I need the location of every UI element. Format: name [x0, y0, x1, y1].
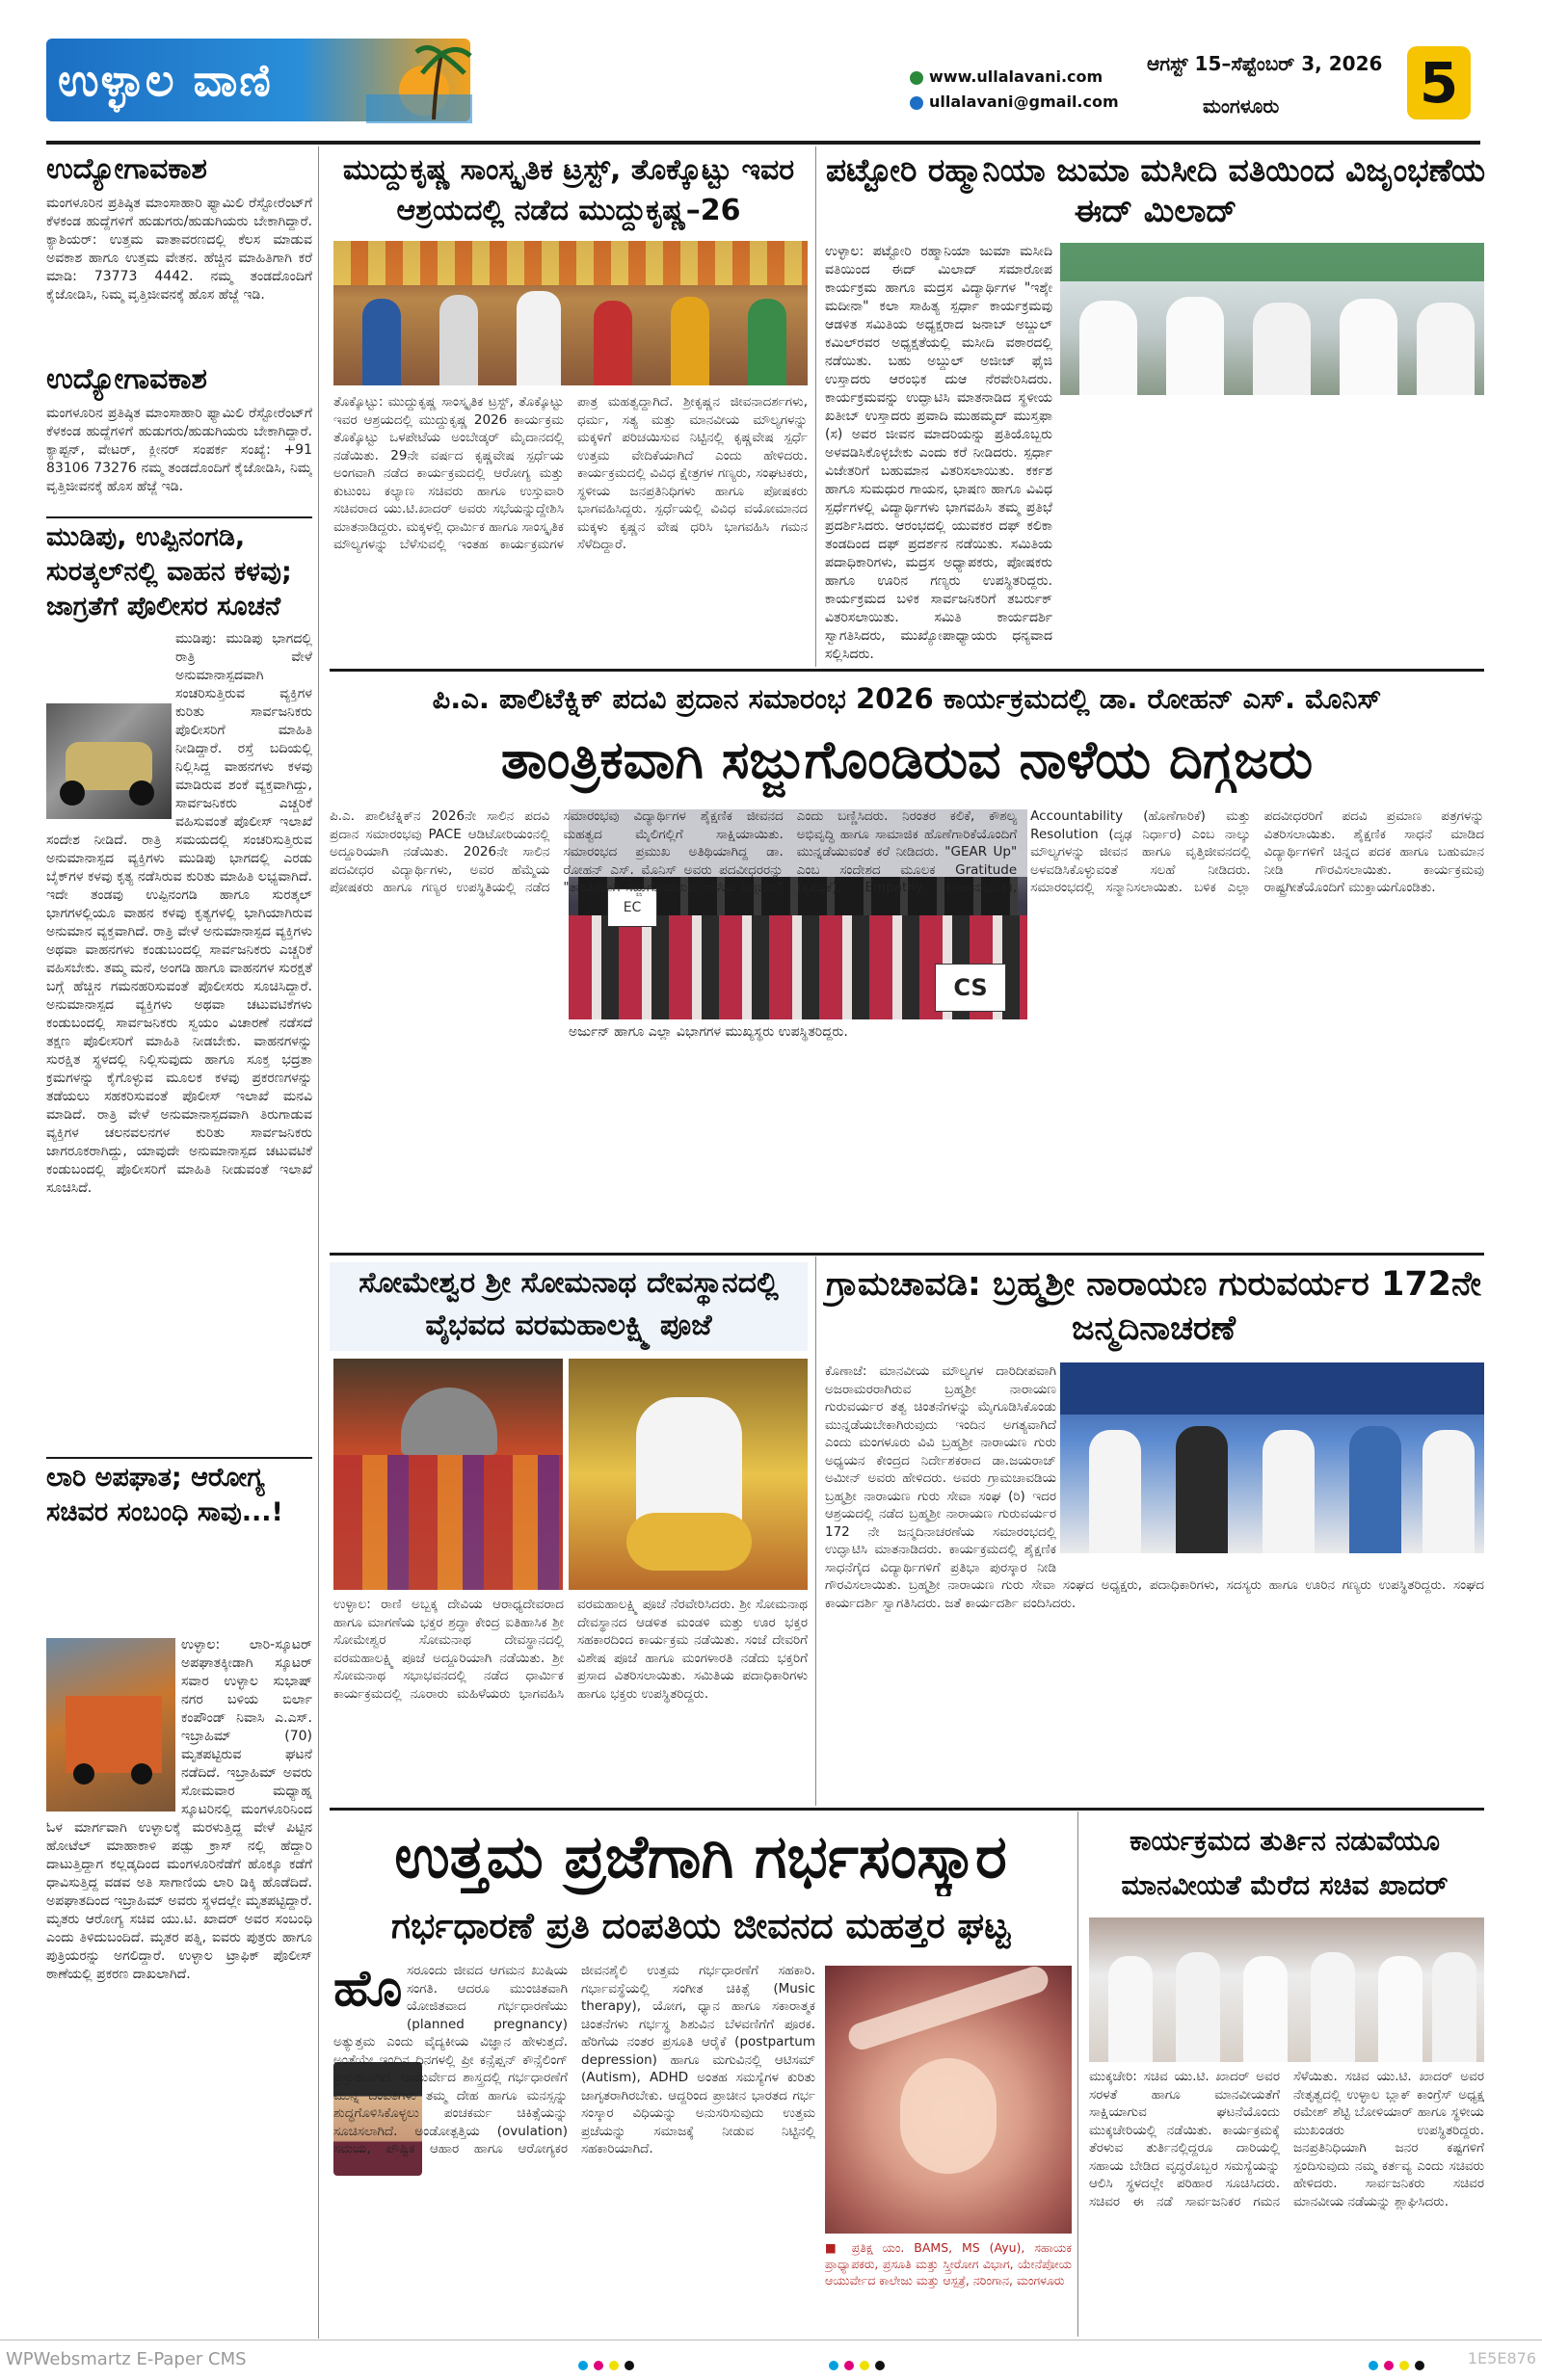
page-number: 5 [1407, 46, 1471, 119]
sidebar-divider [318, 146, 319, 2339]
khader-body: ಮುಕ್ಕಚೇರಿ: ಸಚಿವ ಯು.ಟಿ. ಖಾದರ್ ಅವರ ಸರಳತೆ ಹಾಗೂ ಮಾನವೀಯತೆಗೆ ಸಾಕ್ಷಿಯಾಗುವ ಘಟನೆಯೊಂದು ಮುಕ್ಕಚೇರಿಯಲ್ಲಿ ನಡೆಯಿತು. ಕಾರ್ಯಕ್ರಮಕ್ಕೆ ತೆರಳುವ ತುರ್ತಿನಲ್ಲಿದ್ದರೂ ದಾರಿಯಲ್ಲಿ ಸಹಾಯ ಬೇಡಿದ ವೃದ್ಧರೊಬ್ಬರ ಸಮಸ್ಯೆಯನ್ನು ಆಲಿಸಿ ಸ್ಥಳದಲ್ಲೇ ಪರಿಹಾರ ಸೂಚಿಸಿದರು. ಸಚಿವರ ಈ ನಡೆ ಸಾರ್ವಜನಿಕರ ಗಮನ ಸೆಳೆಯಿತು. ಸಚಿವ ಯು.ಟಿ. ಖಾದರ್ ಅವರ ನೇತೃತ್ವದಲ್ಲಿ ಉಳ್ಳಾಲ ಬ್ಲಾಕ್ ಕಾಂಗ್ರೆಸ್ ಅಧ್ಯಕ್ಷ ರಮೇಶ್ ಶೆಟ್ಟಿ ಬೋಳಿಯಾರ್ ಹಾಗೂ ಸ್ಥಳೀಯ ಮುಖಂಡರು ಉಪಸ್ಥಿತರಿದ್ದರು. ಜನಪ್ರತಿನಿಧಿಯಾಗಿ ಜನರ ಕಷ್ಟಗಳಿಗೆ ಸ್ಪಂದಿಸುವುದು ನಮ್ಮ ಕರ್ತವ್ಯ ಎಂದು ಸಚಿವರು ಹೇಳಿದರು. ಸಾರ್ವಜನಿಕರು ಸಚಿವರ ಮಾನವೀಯ ನಡೆಯನ್ನು ಶ್ಲಾಘಿಸಿದರು. [1089, 2069, 1484, 2209]
lorry-accident-photo [46, 1638, 175, 1811]
masthead-rule [46, 141, 1480, 145]
garbha-body: ಸರೂಂದು ಜೀವದ ಆಗಮನ ಖುಷಿಯ ಸಂಗತಿ. ಆದರೂ ಮುಂಚಿತವಾಗಿ ಯೋಜಿತವಾದ ಗರ್ಭಧಾರಣೆಯು (planned pregnancy) ಅತ್ಯುತ್ತಮ ಎಂದು ವೈದ್ಯಕೀಯ ವಿಜ್ಞಾನ ಹೇಳುತ್ತದೆ. ಅಂತೆಯೇ ಇಂದಿನ ದಿನಗಳಲ್ಲಿ ಪ್ರೀ ಕನ್ಸೆಪ್ಷನ್ ಕೌನ್ಸೆಲಿಂಗ್ ಪ್ರಸ್ತುತವಾಗಿದೆ. ಆಯುರ್ವೇದ ಶಾಸ್ತ್ರದಲ್ಲಿ ಗರ್ಭಧಾರಣೆಗೆ ಮುನ್ನ ದಂಪತಿಗಳು ತಮ್ಮ ದೇಹ ಹಾಗೂ ಮನಸ್ಸನ್ನು ಶುದ್ಧಗೊಳಿಸಿಕೊಳ್ಳಲು ಪಂಚಕರ್ಮ ಚಿಕಿತ್ಸೆಯನ್ನು ಸೂಚಿಸಲಾಗಿದೆ. ಅಂಡೋತ್ಪತ್ತಿಯ (ovulation) ಸಮಯ, ಪೌಷ್ಟಿಕ ಆಹಾರ ಹಾಗೂ ಆರೋಗ್ಯಕರ ಜೀವನಶೈಲಿ ಉತ್ತಮ ಗರ್ಭಧಾರಣೆಗೆ ಸಹಕಾರಿ. ಗರ್ಭಾವಸ್ಥೆಯಲ್ಲಿ ಸಂಗೀತ ಚಿಕಿತ್ಸೆ (Music therapy), ಯೋಗ, ಧ್ಯಾನ ಹಾಗೂ ಸಕಾರಾತ್ಮಕ ಚಿಂತನೆಗಳು ಗರ್ಭಸ್ಥ ಶಿಶುವಿನ ಬೆಳವಣಿಗೆಗೆ ಪೂರಕ. ಹೆರಿಗೆಯ ನಂತರ ಪ್ರಸೂತಿ ಆರೈಕೆ (postpartum depression) ಹಾಗೂ ಮಗುವಿನಲ್ಲಿ ಆಟಿಸಮ್ (Autism), ADHD ಅಂತಹ ಸಮಸ್ಯೆಗಳ ಕುರಿತು ಜಾಗೃತರಾಗಿರಬೇಕು. ಆದ್ದರಿಂದ ಪ್ರಾಚೀನ ಭಾರತದ ಗರ್ಭ ಸಂಸ್ಕಾರ ವಿಧಿಯನ್ನು ಅನುಸರಿಸುವುದು ಉತ್ತಮ ಪ್ರಜೆಯನ್ನು ಸಮಾಜಕ್ಕೆ ನೀಡುವ ನಿಟ್ಟಿನಲ್ಲಿ ಸಹಕಾರಿಯಾಗಿದೆ. [333, 1963, 815, 2156]
registration-marks-3 [1369, 2355, 1446, 2368]
ad1-body: ಮಂಗಳೂರಿನ ಪ್ರತಿಷ್ಠಿತ ಮಾಂಸಾಹಾರಿ ಫ್ಯಾಮಿಲಿ ರೆಸ್ಟೋರೆಂಟ್‌ಗೆ ಕೆಳಕಂಡ ಹುದ್ದೆಗಳಿಗೆ ಹುಡುಗರು/ಹುಡುಗಿಯರು ಬೇಕಾಗಿದ್ದಾರೆ. ಕ್ಯಾಶಿಯರ್: ಉತ್ತಮ ವಾತಾವರಣದಲ್ಲಿ ಕೆಲಸ ಮಾಡುವ ಅವಕಾಶ ಹಾಗೂ ಉತ್ತಮ ವೇತನ. ಹೆಚ್ಚಿನ ಮಾಹಿತಿಗಾಗಿ ಕರೆ ಮಾಡಿ: 73773 4442. ನಮ್ಮ ತಂಡದೊಂದಿಗೆ ಕೈಜೋಡಿಸಿ, ನಿಮ್ಮ ವೃತ್ತಿಜೀವನಕ್ಕೆ ಹೊಸ ಹೆಜ್ಜೆ ಇಡಿ. [46, 196, 312, 303]
garbha-author: ■ ಪ್ರತಿಕ್ಷ ಯಂ. BAMS, MS (Ayu), ಸಹಾಯಕ ಪ್ರಾಧ್ಯಾಪಕರು, ಪ್ರಸೂತಿ ಮತ್ತು ಸ್ತ್ರೀರೋಗ ವಿಭಾಗ, ಯೇನೆಪೋಯ ಆಯುರ್ವೇದ ಕಾಲೇಜು ಮತ್ತು ಆಸ್ಪತ್ರೆ, ನರಿಂಗಾನ, ಮಂಗಳೂರು [825, 2240, 1072, 2287]
sun-palm-logo-icon [366, 35, 472, 123]
fetus-illustration [825, 1966, 1072, 2234]
globe-icon [910, 71, 923, 85]
footer-code: 1E5E876 [1467, 2349, 1536, 2367]
mudduk-photo [333, 241, 808, 385]
khader-title: ಕಾರ್ಯಕ್ರಮದ ತುರ್ತಿನ ನಡುವೆಯೂ ಮಾನವೀಯತೆ ಮೆರೆದ ಸಚಿವ ಖಾದರ್ [1121, 1825, 1449, 1901]
email-icon [910, 96, 923, 110]
registration-marks [578, 2355, 655, 2368]
footer-cms: WPWebsmartz E-Paper CMS [6, 2349, 247, 2369]
pa-photo-caption: ಅರ್ಜುನ್ ಹಾಗೂ ಎಲ್ಲಾ ವಿಭಾಗಗಳ ಮುಖ್ಯಸ್ಥರು ಉಪಸ್ಥಿತರಿದ್ದರು. [569, 1024, 848, 1040]
edition-city: ಮಂಗಳೂರು [1203, 94, 1280, 118]
issue-date: ಆಗಸ್ಟ್ 15–ಸೆಪ್ಟೆಂಬರ್ 3, 2026 [1147, 52, 1383, 75]
pa-kicker: ಪಿ.ಎ. ಪಾಲಿಟೆಕ್ನಿಕ್ ಪದವಿ ಪ್ರದಾನ ಸಮಾರಂಭ 2026 ಕಾರ್ಯಕ್ರಮದಲ್ಲಿ ಡಾ. ರೋಹನ್ ಎಸ್. ಮೊನಿಸ್ [432, 682, 1382, 715]
mid-divider [815, 1256, 816, 1806]
top-divider [815, 146, 816, 667]
garbha-title: ಉತ್ತಮ ಪ್ರಜೆಗಾಗಿ ಗರ್ಭಸಂಸ್ಕಾರ [394, 1821, 1007, 1891]
section-rule-3 [330, 1808, 1484, 1811]
ad1-title: ಉದ್ಯೋಗಾವಕಾಶ [46, 152, 207, 186]
garbha-dropcap: ಹೊ [333, 1960, 403, 2018]
story2-body: ಉಳ್ಳಾಲ: ಲಾರಿ-ಸ್ಕೂಟರ್ ಅಪಘಾತಕ್ಕೀಡಾಗಿ ಸ್ಕೂಟರ್ ಸವಾರ ಉಳ್ಳಾಲ ಸುಭಾಷ್ ನಗರ ಬಳಿಯ ಬಿರ್ಲಾ ಕಂಪೌಂಡ್ ನಿವಾಸಿ ಎ.ಎಸ್. ಇಬ್ರಾಹಿಮ್ (70) ಮೃತಪಟ್ಟಿರುವ ಘಟನೆ ನಡೆದಿದೆ. ಇಬ್ರಾಹಿಮ್ ಅವರು ಸೋಮವಾರ ಮಧ್ಯಾಹ್ನ ಸ್ಕೂಟರಿನಲ್ಲಿ ಮಂಗಳೂರಿನಿಂದ ಓಳ ಮಾರ್ಗವಾಗಿ ಉಳ್ಳಾಲಕ್ಕೆ ಮರಳುತ್ತಿದ್ದ ವೇಳೆ ಪಿಟ್ಟಿನ ಹೋಟೆಲ್ ಮಾಹಾಕಾಳಿ ಪಡ್ಪು ಕ್ರಾಸ್ ನಲ್ಲಿ ಹೆದ್ದಾರಿ ದಾಟುತ್ತಿದ್ದಾಗ ಕಲ್ಲಡ್ಕದಿಂದ ಮಂಗಳೂರಿನೆಡೆಗೆ ಹೊಕ್ಕೂ ಕಡೆಗೆ ಧಾವಿಸುತ್ತಿದ್ದ ವಡವ ಅತಿ ಸಾಗಾಣಿಯ ಲಾರಿ ಡಿಕ್ಕಿ ಹೊಡೆದಿದೆ. ಅಪಘಾತದಿಂದ ಇಬ್ರಾಹಿಮ್ ಅವರು ಸ್ಥಳದಲ್ಲೇ ಮೃತಪಟ್ಟಿದ್ದಾರೆ. ಮೃತರು ಆರೋಗ್ಯ ಸಚಿವ ಯು.ಟಿ. ಖಾದರ್ ಅವರ ಸಂಬಂಧಿ ಎಂದು ತಿಳಿದುಬಂದಿದೆ. ಮೃತರ ಪತ್ನಿ, ಐವರು ಪುತ್ರರು ಹಾಗೂ ಪುತ್ರಿಯರನ್ನು ಅಗಲಿದ್ದಾರೆ. ಉಳ್ಳಾಲ ಟ್ರಾಫಿಕ್ ಪೊಲೀಸ್ ಠಾಣೆಯಲ್ಲಿ ಪ್ರಕರಣ ದಾಖಲಾಗಿದೆ. [46, 1637, 312, 1982]
registration-marks-2 [829, 2355, 906, 2368]
eid-body: ಉಳ್ಳಾಲ: ಪಟ್ಟೋರಿ ರಹ್ಮಾನಿಯಾ ಜುಮಾ ಮಸೀದಿ ವತಿಯಿಂದ ಈದ್ ಮಿಲಾದ್ ಸಮಾರೋಪ ಕಾರ್ಯಕ್ರಮ ಹಾಗೂ ಮದ್ರಸ ವಿದ್ಯಾರ್ಥಿಗಳ "ಇಶ್ಕೇ ಮದೀನಾ" ಕಲಾ ಸಾಹಿತ್ಯ ಸ್ಪರ್ಧಾ ಕಾರ್ಯಕ್ರಮವು ಆಡಳಿತ ಸಮಿತಿಯ ಅಧ್ಯಕ್ಷರಾದ ಜನಾಬ್ ಅಬ್ದುಲ್ ಕಮಿಲ್‌ರವರ ಅಧ್ಯಕ್ಷತೆಯಲ್ಲಿ ಮಸೀದಿ ವಠಾರದಲ್ಲಿ ನಡೆಯಿತು. ಬಹು ಅಬ್ದುಲ್ ಅಜೀಜ್ ಫೈಜಿ ಉಸ್ತಾದರು ಆರಂಭಿಕ ದುಆ ನೆರವೇರಿಸಿದರು. ಕಾರ್ಯಕ್ರಮವನ್ನು ಉದ್ಘಾಟಿಸಿ ಮಾತನಾಡಿದ ಸ್ಥಳೀಯ ಖತೀಬ್ ಉಸ್ತಾದರು ಪ್ರವಾದಿ ಮುಹಮ್ಮದ್ ಮುಸ್ತಫಾ (ಸ) ಅವರ ಜೀವನ ಮಾದರಿಯನ್ನು ಪ್ರತಿಯೊಬ್ಬರು ಅಳವಡಿಸಿಕೊಳ್ಳಬೇಕು ಎಂದು ಕರೆ ನೀಡಿದರು. ಸ್ಪರ್ಧಾ ವಿಜೇತರಿಗೆ ಬಹುಮಾನ ವಿತರಿಸಲಾಯಿತು. ಕರ್ಕಶ ಹಾಗೂ ಸುಮಧುರ ಗಾಯನ, ಭಾಷಣ ಹಾಗೂ ವಿವಿಧ ಸ್ಪರ್ಧೆಗಳಲ್ಲಿ ವಿದ್ಯಾರ್ಥಿಗಳು ಭಾಗವಹಿಸಿ ತಮ್ಮ ಪ್ರತಿಭೆ ಪ್ರದರ್ಶಿಸಿದರು. ಆರಂಭದಲ್ಲಿ ಯುವಕರ ದಫ್ ಕಲಿಕಾ ತಂಡದಿಂದ ದಫ್ ಪ್ರದರ್ಶನ ನಡೆಯಿತು. ಸಮಿತಿಯ ಪದಾಧಿಕಾರಿಗಳು, ಮದ್ರಸ ಅಧ್ಯಾಪಕರು, ಪೋಷಕರು ಹಾಗೂ ಊರಿನ ಗಣ್ಯರು ಉಪಸ್ಥಿತರಿದ್ದರು. ಕಾರ್ಯಕ್ರಮದ ಬಳಿಕ ಸಾರ್ವಜನಿಕರಿಗೆ ತಬರ್ರುಕ್ ವಿತರಿಸಲಾಯಿತು. ಸಮಿತಿ ಕಾರ್ಯದರ್ಶಿ ಸ್ವಾಗತಿಸಿದರು, ಮುಖ್ಯೋಪಾಧ್ಯಾಯರು ಧನ್ಯವಾದ ಸಲ್ಲಿಸಿದರು. [825, 244, 1052, 662]
pa-graduation-photo: EC CS [569, 809, 1027, 1019]
narayana-body: ಕೊಣಾಜೆ: ಮಾನವೀಯ ಮೌಲ್ಯಗಳ ದಾರಿದೀಪವಾಗಿ ಅಜರಾಮರರಾಗಿರುವ ಬ್ರಹ್ಮಶ್ರೀ ನಾರಾಯಣ ಗುರುವರ್ಯರ ತತ್ವ ಚಿಂತನೆಗಳನ್ನು ಮೈಗೂಡಿಸಿಕೊಂಡು ಮುನ್ನಡೆಯಬೇಕಾಗಿರುವುದು ಇಂದಿನ ಅಗತ್ಯವಾಗಿದೆ ಎಂದು ಮಂಗಳೂರು ವಿವಿ ಬ್ರಹ್ಮಶ್ರೀ ನಾರಾಯಣ ಗುರು ಅಧ್ಯಯನ ಕೇಂದ್ರದ ನಿರ್ದೇಶಕರಾದ ಡಾ.ಜಯರಾಜ್ ಅಮೀನ್ ಅವರು ಹೇಳಿದರು. ಅವರು ಗ್ರಾಮಚಾವಡಿಯ ಬ್ರಹ್ಮಶ್ರೀ ನಾರಾಯಣ ಗುರು ಸೇವಾ ಸಂಘ (ರಿ) ಇದರ ಆಶ್ರಯದಲ್ಲಿ ನಡೆದ ಬ್ರಹ್ಮಶ್ರೀ ನಾರಾಯಣ ಗುರುವರ್ಯರ 172 ನೇ ಜನ್ಮದಿನಾಚರಣೆಯ ಸಮಾರಂಭದಲ್ಲಿ ಉದ್ಘಾಟಿಸಿ ಮಾತನಾಡಿದರು. ಕಾರ್ಯಕ್ರಮದಲ್ಲಿ ಶೈಕ್ಷಣಿಕ ಸಾಧನೆಗೈದ ವಿದ್ಯಾರ್ಥಿಗಳಿಗೆ ಪ್ರತಿಭಾ ಪುರಸ್ಕಾರ ನೀಡಿ ಗೌರವಿಸಲಾಯಿತು. ಬ್ರಹ್ಮಶ್ರೀ ನಾರಾಯಣ ಗುರು ಸೇವಾ ಸಂಘದ ಅಧ್ಯಕ್ಷರು, ಪದಾಧಿಕಾರಿಗಳು, ಸದಸ್ಯರು ಹಾಗೂ ಊರಿನ ಗಣ್ಯರು ಉಪಸ್ಥಿತರಿದ್ದರು. ಸಂಘದ ಕಾರ್ಯದರ್ಶಿ ಸ್ವಾಗತಿಸಿದರು. ಜತೆ ಕಾರ್ಯದರ್ಶಿ ವಂದಿಸಿದರು. [825, 1363, 1484, 1611]
logo-text: ಉಳ್ಳಾಲ ವಾಣಿ [58, 54, 273, 106]
eid-photo [1060, 243, 1484, 395]
story2-title: ಲಾರಿ ಅಪಘಾತ; ಆರೋಗ್ಯ ಸಚಿವರ ಸಂಬಂಧಿ ಸಾವು...! [46, 1463, 283, 1527]
section-rule-1 [330, 669, 1484, 672]
garbha-subtitle: ಗರ್ಭಧಾರಣೆ ಪ್ರತಿ ದಂಪತಿಯ ಜೀವನದ ಮಹತ್ತರ ಘಟ್ಟ [390, 1905, 1011, 1946]
section-rule-2 [330, 1253, 1484, 1256]
story1-body: ಮುಡಿಪು: ಮುಡಿಪು ಭಾಗದಲ್ಲಿ ರಾತ್ರಿ ವೇಳೆ ಅನುಮಾನಾಸ್ಪದವಾಗಿ ಸಂಚರಿಸುತ್ತಿರುವ ವ್ಯಕ್ತಿಗಳ ಕುರಿತು ಸಾರ್ವಜನಿಕರು ಪೊಲೀಸರಿಗೆ ಮಾಹಿತಿ ನೀಡಿದ್ದಾರೆ. ರಸ್ತೆ ಬದಿಯಲ್ಲಿ ನಿಲ್ಲಿಸಿದ್ದ ವಾಹನಗಳು ಕಳವು ಮಾಡಿರುವ ಶಂಕೆ ವ್ಯಕ್ತವಾಗಿದ್ದು, ಸಾರ್ವಜನಿಕರು ಎಚ್ಚರಿಕೆ ವಹಿಸುವಂತೆ ಪೊಲೀಸ್ ಇಲಾಖೆ ಸಂದೇಶ ನೀಡಿದೆ. ರಾತ್ರಿ ಸಮಯದಲ್ಲಿ ಸಂಚರಿಸುತ್ತಿರುವ ಅನುಮಾನಾಸ್ಪದ ವ್ಯಕ್ತಿಗಳು ಮುಡಿಪು ಭಾಗದಲ್ಲಿ ಎರಡು ಬೈಕ್‌ಗಳ ಕಳವು ಕೃತ್ಯ ನಡೆಸಿರುವ ಕುರಿತು ಮಾಹಿತಿ ಲಭ್ಯವಾಗಿದೆ. ಇದೇ ತಂಡವು ಉಪ್ಪಿನಂಗಡಿ ಹಾಗೂ ಸುರತ್ಕಲ್ ಭಾಗಗಳಲ್ಲಿಯೂ ವಾಹನ ಕಳವು ಕೃತ್ಯಗಳಲ್ಲಿ ಭಾಗಿಯಾಗಿರುವ ಅನುಮಾನ ವ್ಯಕ್ತವಾಗಿದೆ. ರಾತ್ರಿ ವೇಳೆ ಅನುಮಾನಾಸ್ಪದ ವ್ಯಕ್ತಿಗಳು ಅಥವಾ ವಾಹನಗಳು ಕಂಡುಬಂದಲ್ಲಿ ಸಾರ್ವಜನಿಕರು ಎಚ್ಚರಿಕೆ ವಹಿಸಬೇಕು. ತಮ್ಮ ಮನೆ, ಅಂಗಡಿ ಹಾಗೂ ವಾಹನಗಳ ಸುರಕ್ಷತೆ ಬಗ್ಗೆ ಹೆಚ್ಚಿನ ಗಮನಹರಿಸುವಂತೆ ಪೊಲೀಸರು ಸೂಚಿಸಿದ್ದಾರೆ. ಅನುಮಾನಾಸ್ಪದ ವ್ಯಕ್ತಿಗಳು ಅಥವಾ ಚಟುವಟಿಕೆಗಳು ಕಂಡುಬಂದಲ್ಲಿ ಸಾರ್ವಜನಿಕರು ಸ್ವಯಂ ವಿಚಾರಣೆ ನಡೆಸದೆ ತಕ್ಷಣ ಪೊಲೀಸರಿಗೆ ಮಾಹಿತಿ ನೀಡಬೇಕು. ವಾಹನಗಳನ್ನು ಸುರಕ್ಷಿತ ಸ್ಥಳದಲ್ಲಿ ನಿಲ್ಲಿಸುವುದು ಹಾಗೂ ಸೂಕ್ತ ಭದ್ರತಾ ಕ್ರಮಗಳನ್ನು ಕೈಗೊಳ್ಳುವ ಮೂಲಕ ಕಳವು ಪ್ರಕರಣಗಳನ್ನು ತಡೆಯಲು ಸಹಕರಿಸುವಂತೆ ಪೊಲೀಸ್ ಇಲಾಖೆ ಮನವಿ ಮಾಡಿದೆ. ರಾತ್ರಿ ವೇಳೆ ಅನುಮಾನಾಸ್ಪದವಾಗಿ ತಿರುಗಾಡುವ ವ್ಯಕ್ತಿಗಳ ಚಲನವಲನಗಳ ಕುರಿತು ಸಾರ್ವಜನಿಕರು ಜಾಗರೂಕರಾಗಿದ್ದು, ಯಾವುದೇ ಅನುಮಾನಾಸ್ಪದ ಚಟುವಟಿಕೆ ಕಂಡುಬಂದಲ್ಲಿ ಪೊಲೀಸರಿಗೆ ಮಾಹಿತಿ ನೀಡುವಂತೆ ಇಲಾಖೆ ಸೂಚಿಸಿದೆ. [46, 631, 312, 1196]
khader-photo [1089, 1917, 1484, 2062]
narayana-title: ಗ್ರಾಮಚಾವಡಿ: ಬ್ರಹ್ಮಶ್ರೀ ನಾರಾಯಣ ಗುರುವರ್ಯರ 172ನೇ ಜನ್ಮದಿನಾಚರಣೆ [826, 1265, 1481, 1348]
story1-title: ಮುಡಿಪು, ಉಪ್ಪಿನಂಗಡಿ, ಸುರತ್ಕಲ್‌ನಲ್ಲಿ ವಾಹನ ಕಳವು; ಜಾಗ್ರತೆಗೆ ಪೊಲೀಸರ ಸೂಚನೆ [46, 522, 292, 621]
ad2-body: ಮಂಗಳೂರಿನ ಪ್ರತಿಷ್ಠಿತ ಮಾಂಸಾಹಾರಿ ಫ್ಯಾಮಿಲಿ ರೆಸ್ಟೋರೆಂಟ್‌ಗೆ ಕೆಳಕಂಡ ಹುದ್ದೆಗಳಿಗೆ ಹುಡುಗರು/ಹುಡುಗಿಯರು ಬೇಕಾಗಿದ್ದಾರೆ. ಕ್ಯಾಪ್ಟನ್, ವೇಟರ್, ಕ್ಲೀನರ್ ಸಂಪರ್ಕ ಸಂಖ್ಯೆ: +91 83106 73276 ನಮ್ಮ ತಂಡದೊಂದಿಗೆ ಕೈಜೋಡಿಸಿ, ನಿಮ್ಮ ವೃತ್ತಿಜೀವನಕ್ಕೆ ಹೊಸ ಹೆಜ್ಜೆ ಇಡಿ. [46, 406, 312, 494]
pa-placard: CS [935, 964, 1006, 1012]
website-link[interactable]: www.ullalavani.com [929, 67, 1103, 86]
sidebar-rule [46, 516, 312, 518]
mudduk-title: ಮುದ್ದುಕೃಷ್ಣ ಸಾಂಸ್ಕೃತಿಕ ಟ್ರಸ್ಟ್, ತೊಕ್ಕೊಟ್ಟು ಇವರ ಆಶ್ರಯದಲ್ಲಿ ನಡೆದ ಮುದ್ದುಕೃಷ್ಣ–26 [342, 153, 795, 227]
pa-title: ತಾಂತ್ರಿಕವಾಗಿ ಸಜ್ಜುಗೊಂಡಿರುವ ನಾಳೆಯ ದಿಗ್ಗಜರು [500, 729, 1314, 790]
email-link[interactable]: ullalavani@gmail.com [929, 93, 1119, 111]
eid-body-cont [1060, 401, 1484, 665]
eid-title: ಪಟ್ಟೋರಿ ರಹ್ಮಾನಿಯಾ ಜುಮಾ ಮಸೀದಿ ವತಿಯಿಂದ ವಿಜೃಂಭಣೆಯ ಈದ್ ಮಿಲಾದ್ [825, 151, 1486, 229]
sidebar-rule-2 [46, 1457, 312, 1459]
someshwar-body: ಉಳ್ಳಾಲ: ರಾಣಿ ಅಬ್ಬಕ್ಕ ದೇವಿಯ ಆರಾಧ್ಯದೇವರಾದ ಹಾಗೂ ಮಾಗಣೆಯ ಭಕ್ತರ ಶ್ರದ್ಧಾ ಕೇಂದ್ರ ಐತಿಹಾಸಿಕ ಶ್ರೀ ಸೋಮೇಶ್ವರ ಸೋಮನಾಥ ದೇವಸ್ಥಾನದಲ್ಲಿ ವರಮಹಾಲಕ್ಷ್ಮಿ ಪೂಜೆ ಅದ್ದೂರಿಯಾಗಿ ನಡೆಯಿತು. ಶ್ರೀ ಸೋಮನಾಥ ಸಭಾಭವನದಲ್ಲಿ ನಡೆದ ಧಾರ್ಮಿಕ ಕಾರ್ಯಕ್ರಮದಲ್ಲಿ ನೂರಾರು ಮಹಿಳೆಯರು ಭಾಗವಹಿಸಿ ವರಮಹಾಲಕ್ಷ್ಮಿ ಪೂಜೆ ನೆರವೇರಿಸಿದರು. ಶ್ರೀ ಸೋಮನಾಥ ದೇವಸ್ಥಾನದ ಆಡಳಿತ ಮಂಡಳಿ ಮತ್ತು ಊರ ಭಕ್ತರ ಸಹಕಾರದಿಂದ ಕಾರ್ಯಕ್ರಮ ನಡೆಯಿತು. ಸಂಜೆ ದೇವರಿಗೆ ವಿಶೇಷ ಪೂಜೆ ಹಾಗೂ ಮಂಗಳಾರತಿ ನಡೆದು ಭಕ್ತರಿಗೆ ಪ್ರಸಾದ ವಿತರಿಸಲಾಯಿತು. ಸಮಿತಿಯ ಪದಾಧಿಕಾರಿಗಳು ಹಾಗೂ ಭಕ್ತರು ಉಪಸ್ಥಿತರಿದ್ದರು. [333, 1597, 808, 1702]
someshwar-photo-1 [333, 1359, 563, 1590]
someshwar-title: ಸೋಮೇಶ್ವರ ಶ್ರೀ ಸೋಮನಾಥ ದೇವಸ್ಥಾನದಲ್ಲಿ ವೈಭವದ ವರಮಹಾಲಕ್ಷ್ಮಿ ಪೂಜೆ [330, 1262, 808, 1351]
ad2-title: ಉದ್ಯೋಗಾವಕಾಶ [46, 362, 207, 396]
mudduk-body: ತೊಕ್ಕೊಟ್ಟು: ಮುದ್ದುಕೃಷ್ಣ ಸಾಂಸ್ಕೃತಿಕ ಟ್ರಸ್ಟ್, ತೊಕ್ಕೊಟ್ಟು ಇವರ ಆಶ್ರಯದಲ್ಲಿ ಮುದ್ದುಕೃಷ್ಣ 2026 ಕಾರ್ಯಕ್ರಮ ತೊಕ್ಕೊಟ್ಟು ಒಳಪೇಟೆಯ ಅಂಬೇಡ್ಕರ್ ಮೈದಾನದಲ್ಲಿ ನಡೆಯಿತು. 29ನೇ ವರ್ಷದ ಕೃಷ್ಣವೇಷ ಸ್ಪರ್ಧೆಯ ಅಂಗವಾಗಿ ನಡೆದ ಕಾರ್ಯಕ್ರಮದಲ್ಲಿ ಆರೋಗ್ಯ ಮತ್ತು ಕುಟುಂಬ ಕಲ್ಯಾಣ ಸಚಿವರು ಹಾಗೂ ಉಸ್ತುವಾರಿ ಸಚಿವರಾದ ಯು.ಟಿ.ಖಾದರ್ ಅವರು ಸಭೆಯನ್ನುದ್ದೇಶಿಸಿ ಮಾತನಾಡಿದ್ದರು. ಮಕ್ಕಳಲ್ಲಿ ಧಾರ್ಮಿಕ ಹಾಗೂ ಸಾಂಸ್ಕೃತಿಕ ಮೌಲ್ಯಗಳನ್ನು ಬೆಳೆಸುವಲ್ಲಿ ಇಂತಹ ಕಾರ್ಯಕ್ರಮಗಳ ಪಾತ್ರ ಮಹತ್ವದ್ದಾಗಿದೆ. ಶ್ರೀಕೃಷ್ಣನ ಜೀವನಾದರ್ಶಗಳು, ಧರ್ಮ, ಸತ್ಯ ಮತ್ತು ಮಾನವೀಯ ಮೌಲ್ಯಗಳನ್ನು ಮಕ್ಕಳಿಗೆ ಪರಿಚಯಿಸುವ ನಿಟ್ಟಿನಲ್ಲಿ ಕೃಷ್ಣವೇಷ ಸ್ಪರ್ಧೆ ಉತ್ತಮ ವೇದಿಕೆಯಾಗಿದೆ ಎಂದು ಹೇಳಿದರು. ಕಾರ್ಯಕ್ರಮದಲ್ಲಿ ವಿವಿಧ ಕ್ಷೇತ್ರಗಳ ಗಣ್ಯರು, ಸಂಘಟಕರು, ಸ್ಥಳೀಯ ಜನಪ್ರತಿನಿಧಿಗಳು ಹಾಗೂ ಪೋಷಕರು ಭಾಗವಹಿಸಿದ್ದರು. ಸ್ಪರ್ಧೆಯಲ್ಲಿ ವಿವಿಧ ವಯೋಮಾನದ ಮಕ್ಕಳು ಕೃಷ್ಣನ ವೇಷ ಧರಿಸಿ ಭಾಗವಹಿಸಿ ಗಮನ ಸೆಳೆದಿದ್ದಾರೆ. [333, 394, 808, 552]
bottom-divider [1077, 1811, 1078, 2337]
pa-body: ಪಿ.ಎ. ಪಾಲಿಟೆಕ್ನಿಕ್‌ನ 2026ನೇ ಸಾಲಿನ ಪದವಿ ಪ್ರದಾನ ಸಮಾರಂಭವು PACE ಆಡಿಟೋರಿಯಂನಲ್ಲಿ ಅದ್ದೂರಿಯಾಗಿ ನಡೆಯಿತು. 2026ನೇ ಸಾಲಿನ ಪದವೀಧರ ವಿದ್ಯಾರ್ಥಿಗಳು, ಅವರ ಹೆಮ್ಮೆಯ ಪೋಷಕರು ಹಾಗೂ ಗಣ್ಯರ ಉಪಸ್ಥಿತಿಯಲ್ಲಿ ನಡೆದ ಸಮಾರಂಭವು ವಿದ್ಯಾರ್ಥಿಗಳ ಶೈಕ್ಷಣಿಕ ಜೀವನದ ಮಹತ್ವದ ಮೈಲಿಗಲ್ಲಿಗೆ ಸಾಕ್ಷಿಯಾಯಿತು. ಸಮಾರಂಭದ ಪ್ರಮುಖ ಅತಿಥಿಯಾಗಿದ್ದ ಡಾ. ರೋಹನ್ ಎಸ್. ಮೊನಿಸ್ ಅವರು ಪದವೀಧರರನ್ನು "ತಾಂತ್ರಿಕವಾಗಿ ಸಜ್ಜುಗೊಂಡಿರುವ ನಾಳೆಯ ದಿಗ್ಗಜರು" ಎಂದು ಬಣ್ಣಿಸಿದರು. ನಿರಂತರ ಕಲಿಕೆ, ಕೌಶಲ್ಯ ಅಭಿವೃದ್ಧಿ ಹಾಗೂ ಸಾಮಾಜಿಕ ಹೊಣೆಗಾರಿಕೆಯೊಂದಿಗೆ ಮುನ್ನಡೆಯುವಂತೆ ಕರೆ ನೀಡಿದರು. "GEAR Up" ಎಂಬ ಸಂದೇಶದ ಮೂಲಕ Gratitude (ಕೃತಜ್ಞತೆ), Empathy (ಸಹಾನುಭೂತಿ), Accountability (ಹೊಣೆಗಾರಿಕೆ) ಮತ್ತು Resolution (ದೃಢ ನಿರ್ಧಾರ) ಎಂಬ ನಾಲ್ಕು ಮೌಲ್ಯಗಳನ್ನು ಜೀವನ ಹಾಗೂ ವೃತ್ತಿಜೀವನದಲ್ಲಿ ಅಳವಡಿಸಿಕೊಳ್ಳುವಂತೆ ಸಲಹೆ ನೀಡಿದರು. ಸಮಾರಂಭದಲ್ಲಿ ಸನ್ಮಾನಿಸಲಾಯಿತು. ಬಳಿಕ ಎಲ್ಲಾ ಪದವೀಧರರಿಗೆ ಪದವಿ ಪ್ರಮಾಣ ಪತ್ರಗಳನ್ನು ವಿತರಿಸಲಾಯಿತು. ಶೈಕ್ಷಣಿಕ ಸಾಧನೆ ಮಾಡಿದ ವಿದ್ಯಾರ್ಥಿಗಳಿಗೆ ಚಿನ್ನದ ಪದಕ ಹಾಗೂ ಬಹುಮಾನ ನೀಡಿ ಗೌರವಿಸಲಾಯಿತು. ಕಾರ್ಯಕ್ರಮವು ರಾಷ್ಟ್ರಗೀತೆಯೊಂದಿಗೆ ಮುಕ್ತಾಯಗೊಂಡಿತು. [330, 808, 1484, 895]
someshwar-photo-2 [569, 1359, 808, 1590]
